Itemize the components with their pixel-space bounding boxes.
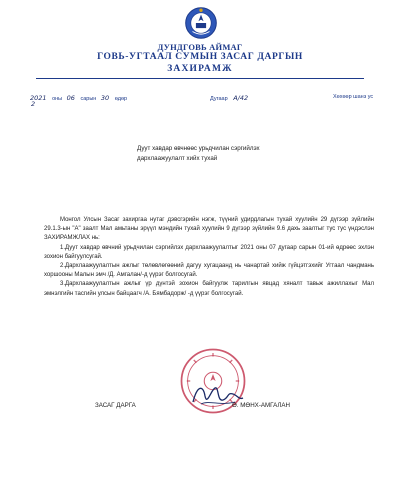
document-type-title: ЗАХИРАМЖ	[167, 64, 233, 74]
month-label: сарын	[80, 96, 97, 102]
subject-line-2: дархлаажуулалт хийх тухай	[137, 155, 218, 162]
date-day: 30	[100, 94, 110, 102]
number-value: А/42	[233, 94, 249, 102]
date-sub-number: 2	[31, 100, 36, 108]
body-paragraph-3: 3.Дархлаажуулалтын ажлыг үр дүнтэй зохион байгуулж тарилгын явцад хяналт тавьж ажиллахыг Мал эмнэлгийн тасгийн улсын байцаагч /А. Бямбадорж/ -д үүрэг болгосугай.	[44, 281, 374, 297]
signatory-title: ЗАСАГ ДАРГА	[95, 402, 136, 409]
document-subject	[137, 144, 260, 164]
document-place: Хөхөөр шанз ус	[333, 94, 374, 100]
year-label: оны	[52, 96, 63, 102]
body-paragraph-2: 2.Дархлаажуулалтын ажлыг төлөвлөгөөний дагуу хугацаанд нь чанартай хийж гүйцэтгэхийг Угтаал чандмань хоршооны Малын эмч /Д. Амгалан/-д үүрэг болгосугай.	[44, 263, 374, 279]
subject-line-1: Дуут хавдар өвчнөөс урьдчилан сэргийлэх	[137, 145, 260, 152]
aimag-name: ДУНДГОВЬ АЙМАГ	[157, 42, 243, 52]
soum-office-name: ГОВЬ-УГТААЛ СУМЫН ЗАСАГ ДАРГЫН	[97, 52, 303, 62]
header-divider	[36, 78, 364, 79]
date-month: 06	[66, 94, 75, 102]
signatory-name: Ө. МӨНХ-АМГАЛАН	[232, 402, 291, 409]
date-year: 2021	[30, 94, 47, 102]
document-number	[210, 94, 248, 102]
body-paragraph-1: 1.Дуут хавдар өвчний урьдчилан сэргийлэх дархлаажуулалтыг 2021 оны 07 дугаар сарын 01-ий өдрөөс эхлэн зохион байгуулсугай.	[44, 244, 374, 260]
body-paragraph-preamble: Монгол Улсын Засаг захиргаа нутаг дэвсгэрийн нэгж, түүний удирдлагын тухай хуулийн 29 дүгээр зүйлийн 29.1.3-ын "А" заалт Мал амьтаны эрүүл мэндийн тухай хуулийн 9 дүгээр зүйлийн 9.6 дахь заалтыг тус тус үндэслэн ЗАХИРАМЖЛАХ нь:	[44, 217, 374, 242]
document-body	[44, 216, 374, 299]
number-label: Дугаар	[210, 96, 228, 102]
document-date	[30, 94, 130, 108]
day-label: өдөр	[114, 96, 128, 102]
state-emblem-icon	[184, 6, 218, 40]
